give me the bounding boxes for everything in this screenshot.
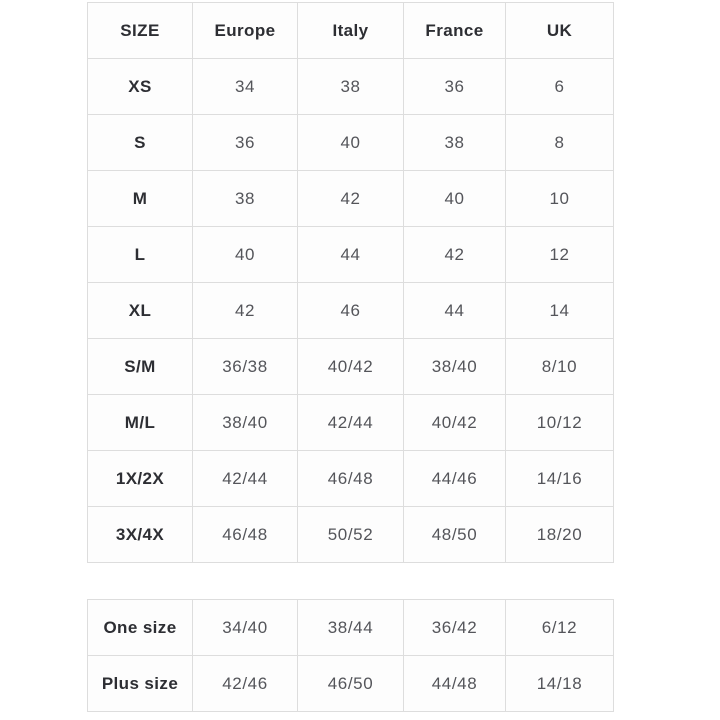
table-cell: 12: [506, 227, 614, 283]
table-row-xl: [88, 283, 614, 339]
row-label: M/L: [88, 395, 193, 451]
table-cell: 44: [404, 283, 506, 339]
table-cell: 46/48: [193, 507, 298, 563]
table-cell: 42/46: [193, 656, 298, 712]
table-row-xs: [88, 59, 614, 115]
table-cell: 38: [404, 115, 506, 171]
table-cell: 40: [193, 227, 298, 283]
table-cell: 42: [298, 171, 404, 227]
table-row-l: [88, 227, 614, 283]
table-cell: 42/44: [193, 451, 298, 507]
table-cell: 36/38: [193, 339, 298, 395]
header-row: [88, 3, 614, 59]
table-cell: 14/18: [506, 656, 614, 712]
table-cell: 46/50: [298, 656, 404, 712]
table-cell: 42: [404, 227, 506, 283]
column-header-europe: Europe: [193, 3, 298, 59]
table-cell: 6: [506, 59, 614, 115]
table-cell: 40: [404, 171, 506, 227]
table-row-one-size: [88, 600, 614, 656]
table-cell: 36: [193, 115, 298, 171]
table-row-1x2x: [88, 451, 614, 507]
row-label: XS: [88, 59, 193, 115]
table-cell: 46: [298, 283, 404, 339]
table-cell: 38/40: [193, 395, 298, 451]
table-cell: 38/44: [298, 600, 404, 656]
table-cell: 46/48: [298, 451, 404, 507]
row-label: XL: [88, 283, 193, 339]
table-row-ml: [88, 395, 614, 451]
table-cell: 18/20: [506, 507, 614, 563]
table-cell: 44/46: [404, 451, 506, 507]
table-cell: 50/52: [298, 507, 404, 563]
table-cell: 8/10: [506, 339, 614, 395]
table-cell: 6/12: [506, 600, 614, 656]
table-cell: 34: [193, 59, 298, 115]
table-cell: 40/42: [404, 395, 506, 451]
row-label: L: [88, 227, 193, 283]
column-header-size: SIZE: [88, 3, 193, 59]
table-cell: 42: [193, 283, 298, 339]
table-cell: 34/40: [193, 600, 298, 656]
table-cell: 48/50: [404, 507, 506, 563]
size-conversion-table: [87, 2, 614, 563]
row-label: M: [88, 171, 193, 227]
table-row-s: [88, 115, 614, 171]
special-sizes-table: [87, 599, 614, 712]
table-row-3x4x: [88, 507, 614, 563]
row-label: S: [88, 115, 193, 171]
table-cell: 40: [298, 115, 404, 171]
table-cell: 36/42: [404, 600, 506, 656]
table-cell: 14: [506, 283, 614, 339]
table-cell: 38: [193, 171, 298, 227]
column-header-italy: Italy: [298, 3, 404, 59]
row-label: Plus size: [88, 656, 193, 712]
row-label: 3X/4X: [88, 507, 193, 563]
table-cell: 38: [298, 59, 404, 115]
table-cell: 10/12: [506, 395, 614, 451]
table-cell: 42/44: [298, 395, 404, 451]
table-cell: 14/16: [506, 451, 614, 507]
table-cell: 40/42: [298, 339, 404, 395]
table-row-m: [88, 171, 614, 227]
row-label: S/M: [88, 339, 193, 395]
table-row-sm: [88, 339, 614, 395]
table-row-plus-size: [88, 656, 614, 712]
row-label: One size: [88, 600, 193, 656]
table-cell: 44: [298, 227, 404, 283]
column-header-uk: UK: [506, 3, 614, 59]
row-label: 1X/2X: [88, 451, 193, 507]
table-cell: 44/48: [404, 656, 506, 712]
table-cell: 36: [404, 59, 506, 115]
table-cell: 38/40: [404, 339, 506, 395]
table-cell: 8: [506, 115, 614, 171]
column-header-france: France: [404, 3, 506, 59]
table-cell: 10: [506, 171, 614, 227]
